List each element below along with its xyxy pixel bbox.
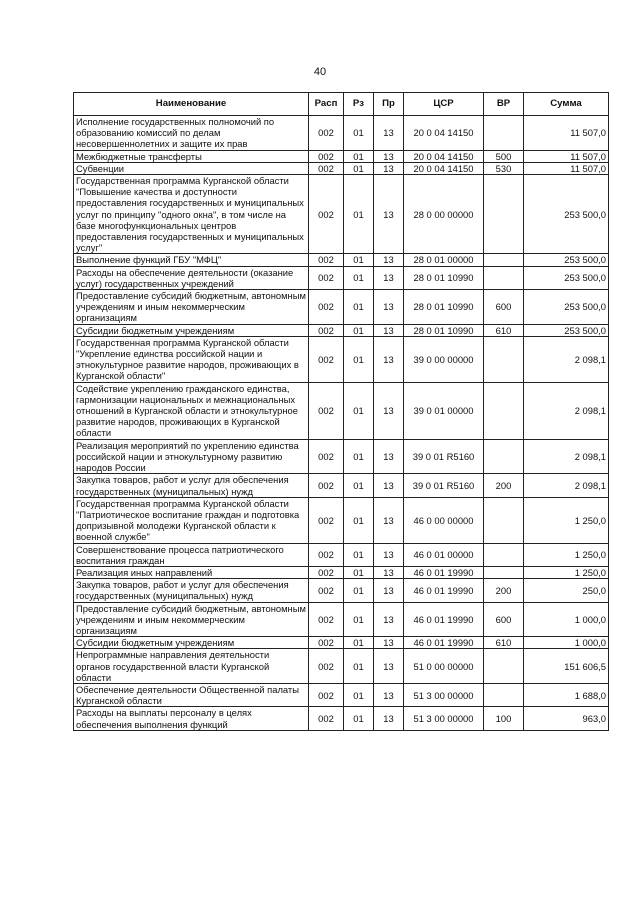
row-rz: 01 xyxy=(344,150,374,162)
table-row xyxy=(74,150,609,162)
table-body xyxy=(74,116,609,731)
row-pr: 13 xyxy=(374,382,404,439)
row-rasp: 002 xyxy=(309,254,344,266)
row-vr xyxy=(484,175,524,254)
row-name: Обеспечение деятельности Общественной палаты Курганской области xyxy=(74,683,309,706)
row-csr: 46 0 01 19990 xyxy=(404,637,484,649)
row-rz: 01 xyxy=(344,336,374,382)
table-row xyxy=(74,175,609,254)
row-rz: 01 xyxy=(344,602,374,637)
row-rasp: 002 xyxy=(309,602,344,637)
row-rasp: 002 xyxy=(309,175,344,254)
row-pr: 13 xyxy=(374,543,404,566)
header-csr: ЦСР xyxy=(404,93,484,116)
row-rz: 01 xyxy=(344,382,374,439)
row-rasp: 002 xyxy=(309,116,344,151)
row-vr xyxy=(484,254,524,266)
row-name: Межбюджетные трансферты xyxy=(74,150,309,162)
row-sum: 2 098,1 xyxy=(524,439,609,474)
row-csr: 28 0 01 00000 xyxy=(404,254,484,266)
row-rasp: 002 xyxy=(309,290,344,325)
row-vr xyxy=(484,266,524,289)
row-pr: 13 xyxy=(374,175,404,254)
row-rz: 01 xyxy=(344,637,374,649)
row-csr: 28 0 00 00000 xyxy=(404,175,484,254)
row-rz: 01 xyxy=(344,324,374,336)
row-name: Закупка товаров, работ и услуг для обеспечения государственных (муниципальных) нужд xyxy=(74,474,309,497)
row-pr: 13 xyxy=(374,579,404,602)
row-csr: 51 3 00 00000 xyxy=(404,707,484,730)
row-rz: 01 xyxy=(344,683,374,706)
row-name: Непрограммные направления деятельности органов государственной власти Курганской области xyxy=(74,649,309,684)
row-pr: 13 xyxy=(374,116,404,151)
row-name: Реализация иных направлений xyxy=(74,566,309,578)
row-vr xyxy=(484,382,524,439)
row-vr: 530 xyxy=(484,162,524,174)
header-vr: ВР xyxy=(484,93,524,116)
row-pr: 13 xyxy=(374,254,404,266)
row-rz: 01 xyxy=(344,579,374,602)
row-rz: 01 xyxy=(344,290,374,325)
row-rz: 01 xyxy=(344,266,374,289)
row-sum: 1 250,0 xyxy=(524,543,609,566)
row-csr: 46 0 01 19990 xyxy=(404,579,484,602)
budget-table xyxy=(73,92,609,731)
row-sum: 1 688,0 xyxy=(524,683,609,706)
row-sum: 11 507,0 xyxy=(524,150,609,162)
row-rasp: 002 xyxy=(309,707,344,730)
row-rz: 01 xyxy=(344,116,374,151)
row-pr: 13 xyxy=(374,439,404,474)
row-rz: 01 xyxy=(344,254,374,266)
row-sum: 253 500,0 xyxy=(524,175,609,254)
row-rz: 01 xyxy=(344,439,374,474)
row-rz: 01 xyxy=(344,649,374,684)
row-pr: 13 xyxy=(374,566,404,578)
header-name: Наименование xyxy=(74,93,309,116)
row-pr: 13 xyxy=(374,474,404,497)
row-csr: 39 0 01 R5160 xyxy=(404,439,484,474)
row-name: Выполнение функций ГБУ "МФЦ" xyxy=(74,254,309,266)
row-sum: 963,0 xyxy=(524,707,609,730)
table-row xyxy=(74,162,609,174)
row-csr: 20 0 04 14150 xyxy=(404,116,484,151)
row-vr xyxy=(484,336,524,382)
row-vr: 600 xyxy=(484,602,524,637)
row-name: Предоставление субсидий бюджетным, автономным учреждениям и иным некоммерческим организациям xyxy=(74,602,309,637)
row-sum: 250,0 xyxy=(524,579,609,602)
row-name: Расходы на выплаты персоналу в целях обеспечения выполнения функций xyxy=(74,707,309,730)
row-vr: 200 xyxy=(484,474,524,497)
row-name: Государственная программа Курганской области "Повышение качества и доступности предоставления государственных и муниципальных услуг по принципу "одного окна", в том числе на базе многофункциональных центров предоставления государственных и муниципальных услуг" xyxy=(74,175,309,254)
row-rz: 01 xyxy=(344,162,374,174)
row-sum: 253 500,0 xyxy=(524,266,609,289)
row-vr: 100 xyxy=(484,707,524,730)
table-row xyxy=(74,543,609,566)
row-sum: 1 250,0 xyxy=(524,566,609,578)
row-rasp: 002 xyxy=(309,150,344,162)
row-csr: 51 3 00 00000 xyxy=(404,683,484,706)
row-csr: 28 0 01 10990 xyxy=(404,324,484,336)
row-csr: 46 0 01 00000 xyxy=(404,543,484,566)
row-sum: 253 500,0 xyxy=(524,324,609,336)
table-row xyxy=(74,683,609,706)
table-row xyxy=(74,497,609,543)
row-rasp: 002 xyxy=(309,566,344,578)
row-csr: 46 0 01 19990 xyxy=(404,602,484,637)
row-vr xyxy=(484,439,524,474)
row-pr: 13 xyxy=(374,649,404,684)
row-rz: 01 xyxy=(344,474,374,497)
table-row xyxy=(74,707,609,730)
row-rasp: 002 xyxy=(309,579,344,602)
header-rasp: Расп xyxy=(309,93,344,116)
row-name: Государственная программа Курганской области "Укрепление единства российской нации и этнокультурное развитие народов, проживающих в Курганской области" xyxy=(74,336,309,382)
table-row xyxy=(74,439,609,474)
row-vr xyxy=(484,566,524,578)
row-vr: 500 xyxy=(484,150,524,162)
row-name: Реализация мероприятий по укреплению единства российской нации и этнокультурному развитию народов России xyxy=(74,439,309,474)
row-name: Субсидии бюджетным учреждениям xyxy=(74,324,309,336)
row-csr: 39 0 00 00000 xyxy=(404,336,484,382)
row-rz: 01 xyxy=(344,543,374,566)
row-rasp: 002 xyxy=(309,637,344,649)
row-name: Содействие укреплению гражданского единства, гармонизации национальных и межнациональных отношений в Курганской области и этнокультурное развитие народов, проживающих в Курганской области xyxy=(74,382,309,439)
row-pr: 13 xyxy=(374,683,404,706)
row-pr: 13 xyxy=(374,324,404,336)
table-row xyxy=(74,579,609,602)
header-rz: Рз xyxy=(344,93,374,116)
row-pr: 13 xyxy=(374,162,404,174)
row-rz: 01 xyxy=(344,175,374,254)
row-sum: 253 500,0 xyxy=(524,254,609,266)
table-header-row xyxy=(74,93,609,116)
row-vr: 610 xyxy=(484,324,524,336)
page-number: 40 xyxy=(313,66,327,78)
row-pr: 13 xyxy=(374,266,404,289)
table-row xyxy=(74,566,609,578)
row-rasp: 002 xyxy=(309,336,344,382)
row-csr: 46 0 00 00000 xyxy=(404,497,484,543)
row-csr: 28 0 01 10990 xyxy=(404,290,484,325)
table-row xyxy=(74,266,609,289)
row-rz: 01 xyxy=(344,707,374,730)
row-pr: 13 xyxy=(374,602,404,637)
row-rasp: 002 xyxy=(309,497,344,543)
header-pr: Пр xyxy=(374,93,404,116)
row-csr: 51 0 00 00000 xyxy=(404,649,484,684)
header-sum: Сумма xyxy=(524,93,609,116)
row-vr: 200 xyxy=(484,579,524,602)
row-name: Исполнение государственных полномочий по образованию комиссий по делам несовершеннолетних и защите их прав xyxy=(74,116,309,151)
row-sum: 1 250,0 xyxy=(524,497,609,543)
table-row xyxy=(74,382,609,439)
table-row xyxy=(74,474,609,497)
row-csr: 39 0 01 R5160 xyxy=(404,474,484,497)
row-vr xyxy=(484,497,524,543)
row-csr: 28 0 01 10990 xyxy=(404,266,484,289)
row-rasp: 002 xyxy=(309,162,344,174)
row-csr: 46 0 01 19990 xyxy=(404,566,484,578)
row-name: Закупка товаров, работ и услуг для обеспечения государственных (муниципальных) нужд xyxy=(74,579,309,602)
row-rz: 01 xyxy=(344,497,374,543)
row-rasp: 002 xyxy=(309,266,344,289)
row-rz: 01 xyxy=(344,566,374,578)
table-row xyxy=(74,324,609,336)
row-csr: 39 0 01 00000 xyxy=(404,382,484,439)
row-vr: 600 xyxy=(484,290,524,325)
row-sum: 2 098,1 xyxy=(524,474,609,497)
row-rasp: 002 xyxy=(309,683,344,706)
row-sum: 1 000,0 xyxy=(524,637,609,649)
row-pr: 13 xyxy=(374,637,404,649)
table-row xyxy=(74,602,609,637)
row-vr xyxy=(484,649,524,684)
row-rasp: 002 xyxy=(309,382,344,439)
row-sum: 253 500,0 xyxy=(524,290,609,325)
row-vr xyxy=(484,683,524,706)
row-vr xyxy=(484,116,524,151)
row-name: Государственная программа Курганской области "Патриотическое воспитание граждан и подготовка допризывной молодежи Курганской области к военной службе" xyxy=(74,497,309,543)
row-pr: 13 xyxy=(374,290,404,325)
row-csr: 20 0 04 14150 xyxy=(404,162,484,174)
row-sum: 151 606,5 xyxy=(524,649,609,684)
table-row xyxy=(74,290,609,325)
row-rasp: 002 xyxy=(309,543,344,566)
table-row xyxy=(74,637,609,649)
row-name: Субвенции xyxy=(74,162,309,174)
row-vr: 610 xyxy=(484,637,524,649)
row-rasp: 002 xyxy=(309,324,344,336)
table-row xyxy=(74,254,609,266)
row-pr: 13 xyxy=(374,150,404,162)
row-sum: 11 507,0 xyxy=(524,162,609,174)
row-vr xyxy=(484,543,524,566)
row-pr: 13 xyxy=(374,497,404,543)
row-rasp: 002 xyxy=(309,439,344,474)
row-pr: 13 xyxy=(374,707,404,730)
table-row xyxy=(74,649,609,684)
table-row xyxy=(74,336,609,382)
row-sum: 2 098,1 xyxy=(524,336,609,382)
row-sum: 2 098,1 xyxy=(524,382,609,439)
row-sum: 1 000,0 xyxy=(524,602,609,637)
table-row xyxy=(74,116,609,151)
row-pr: 13 xyxy=(374,336,404,382)
row-name: Предоставление субсидий бюджетным, автономным учреждениям и иным некоммерческим организациям xyxy=(74,290,309,325)
row-csr: 20 0 04 14150 xyxy=(404,150,484,162)
row-rasp: 002 xyxy=(309,474,344,497)
row-name: Субсидии бюджетным учреждениям xyxy=(74,637,309,649)
row-sum: 11 507,0 xyxy=(524,116,609,151)
row-name: Расходы на обеспечение деятельности (оказание услуг) государственных учреждений xyxy=(74,266,309,289)
row-name: Совершенствование процесса патриотического воспитания граждан xyxy=(74,543,309,566)
row-rasp: 002 xyxy=(309,649,344,684)
